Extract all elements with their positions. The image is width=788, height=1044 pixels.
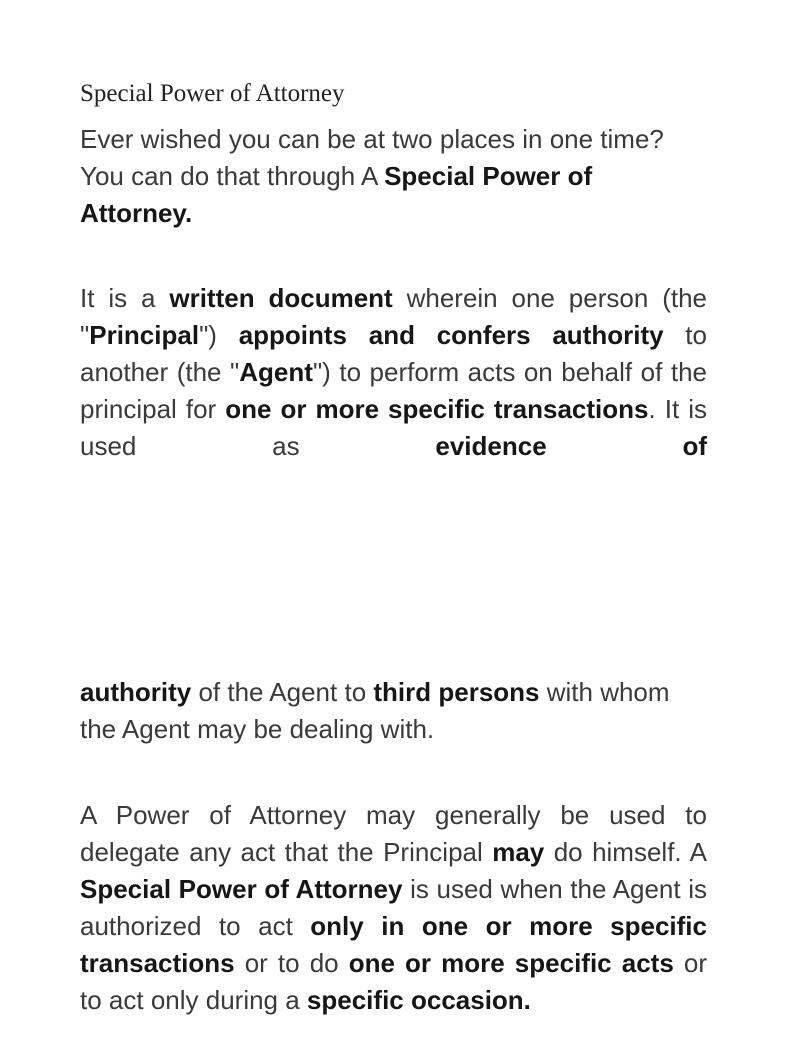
bold-text: Special Power of Attorney. bbox=[80, 161, 593, 228]
definition-paragraph-continued bbox=[80, 674, 707, 748]
definition-paragraph bbox=[80, 280, 707, 465]
bold-text: Agent bbox=[239, 357, 313, 387]
text: A Power of Attorney may generally be used to delegate any act that the Principal bbox=[80, 800, 707, 867]
text: to another (the " bbox=[80, 320, 707, 387]
text: ") to perform acts on behalf of the principal for bbox=[80, 357, 707, 424]
text: with whom the Agent may be dealing with. bbox=[80, 677, 670, 744]
bold-text: may bbox=[492, 837, 545, 867]
text: or to do bbox=[234, 948, 349, 978]
text: wherein one person (the " bbox=[80, 283, 707, 350]
text: is used when the Agent is authorized to act bbox=[80, 874, 707, 941]
bold-text: Special Power of Attorney bbox=[80, 874, 403, 904]
bold-text: written document bbox=[169, 283, 393, 313]
bold-text: Principal bbox=[89, 320, 200, 350]
bold-text: specific occasion. bbox=[306, 985, 531, 1015]
text: or to act only during a bbox=[80, 948, 707, 1015]
bold-text: one or more specific transactions bbox=[225, 394, 649, 424]
bold-text: one or more specific acts bbox=[348, 948, 674, 978]
bold-text: authority bbox=[80, 677, 192, 707]
bold-text: evidence of bbox=[435, 431, 707, 461]
text: of the Agent to bbox=[191, 677, 374, 707]
usage-paragraph bbox=[80, 797, 707, 1044]
document-title: Special Power of Attorney bbox=[80, 80, 345, 107]
intro-paragraph bbox=[80, 121, 707, 232]
bold-text: only in one or more specific transactions bbox=[80, 911, 707, 978]
text: Ever wished you can be at two places in one time? You can do that through A bbox=[80, 124, 664, 191]
bold-text: third persons bbox=[373, 677, 540, 707]
text: ") bbox=[199, 320, 239, 350]
bold-text: appoints and confers authority bbox=[238, 320, 664, 350]
text: It is a bbox=[80, 283, 170, 313]
text: do himself. A bbox=[544, 837, 707, 867]
text: . It is used as bbox=[80, 394, 707, 461]
